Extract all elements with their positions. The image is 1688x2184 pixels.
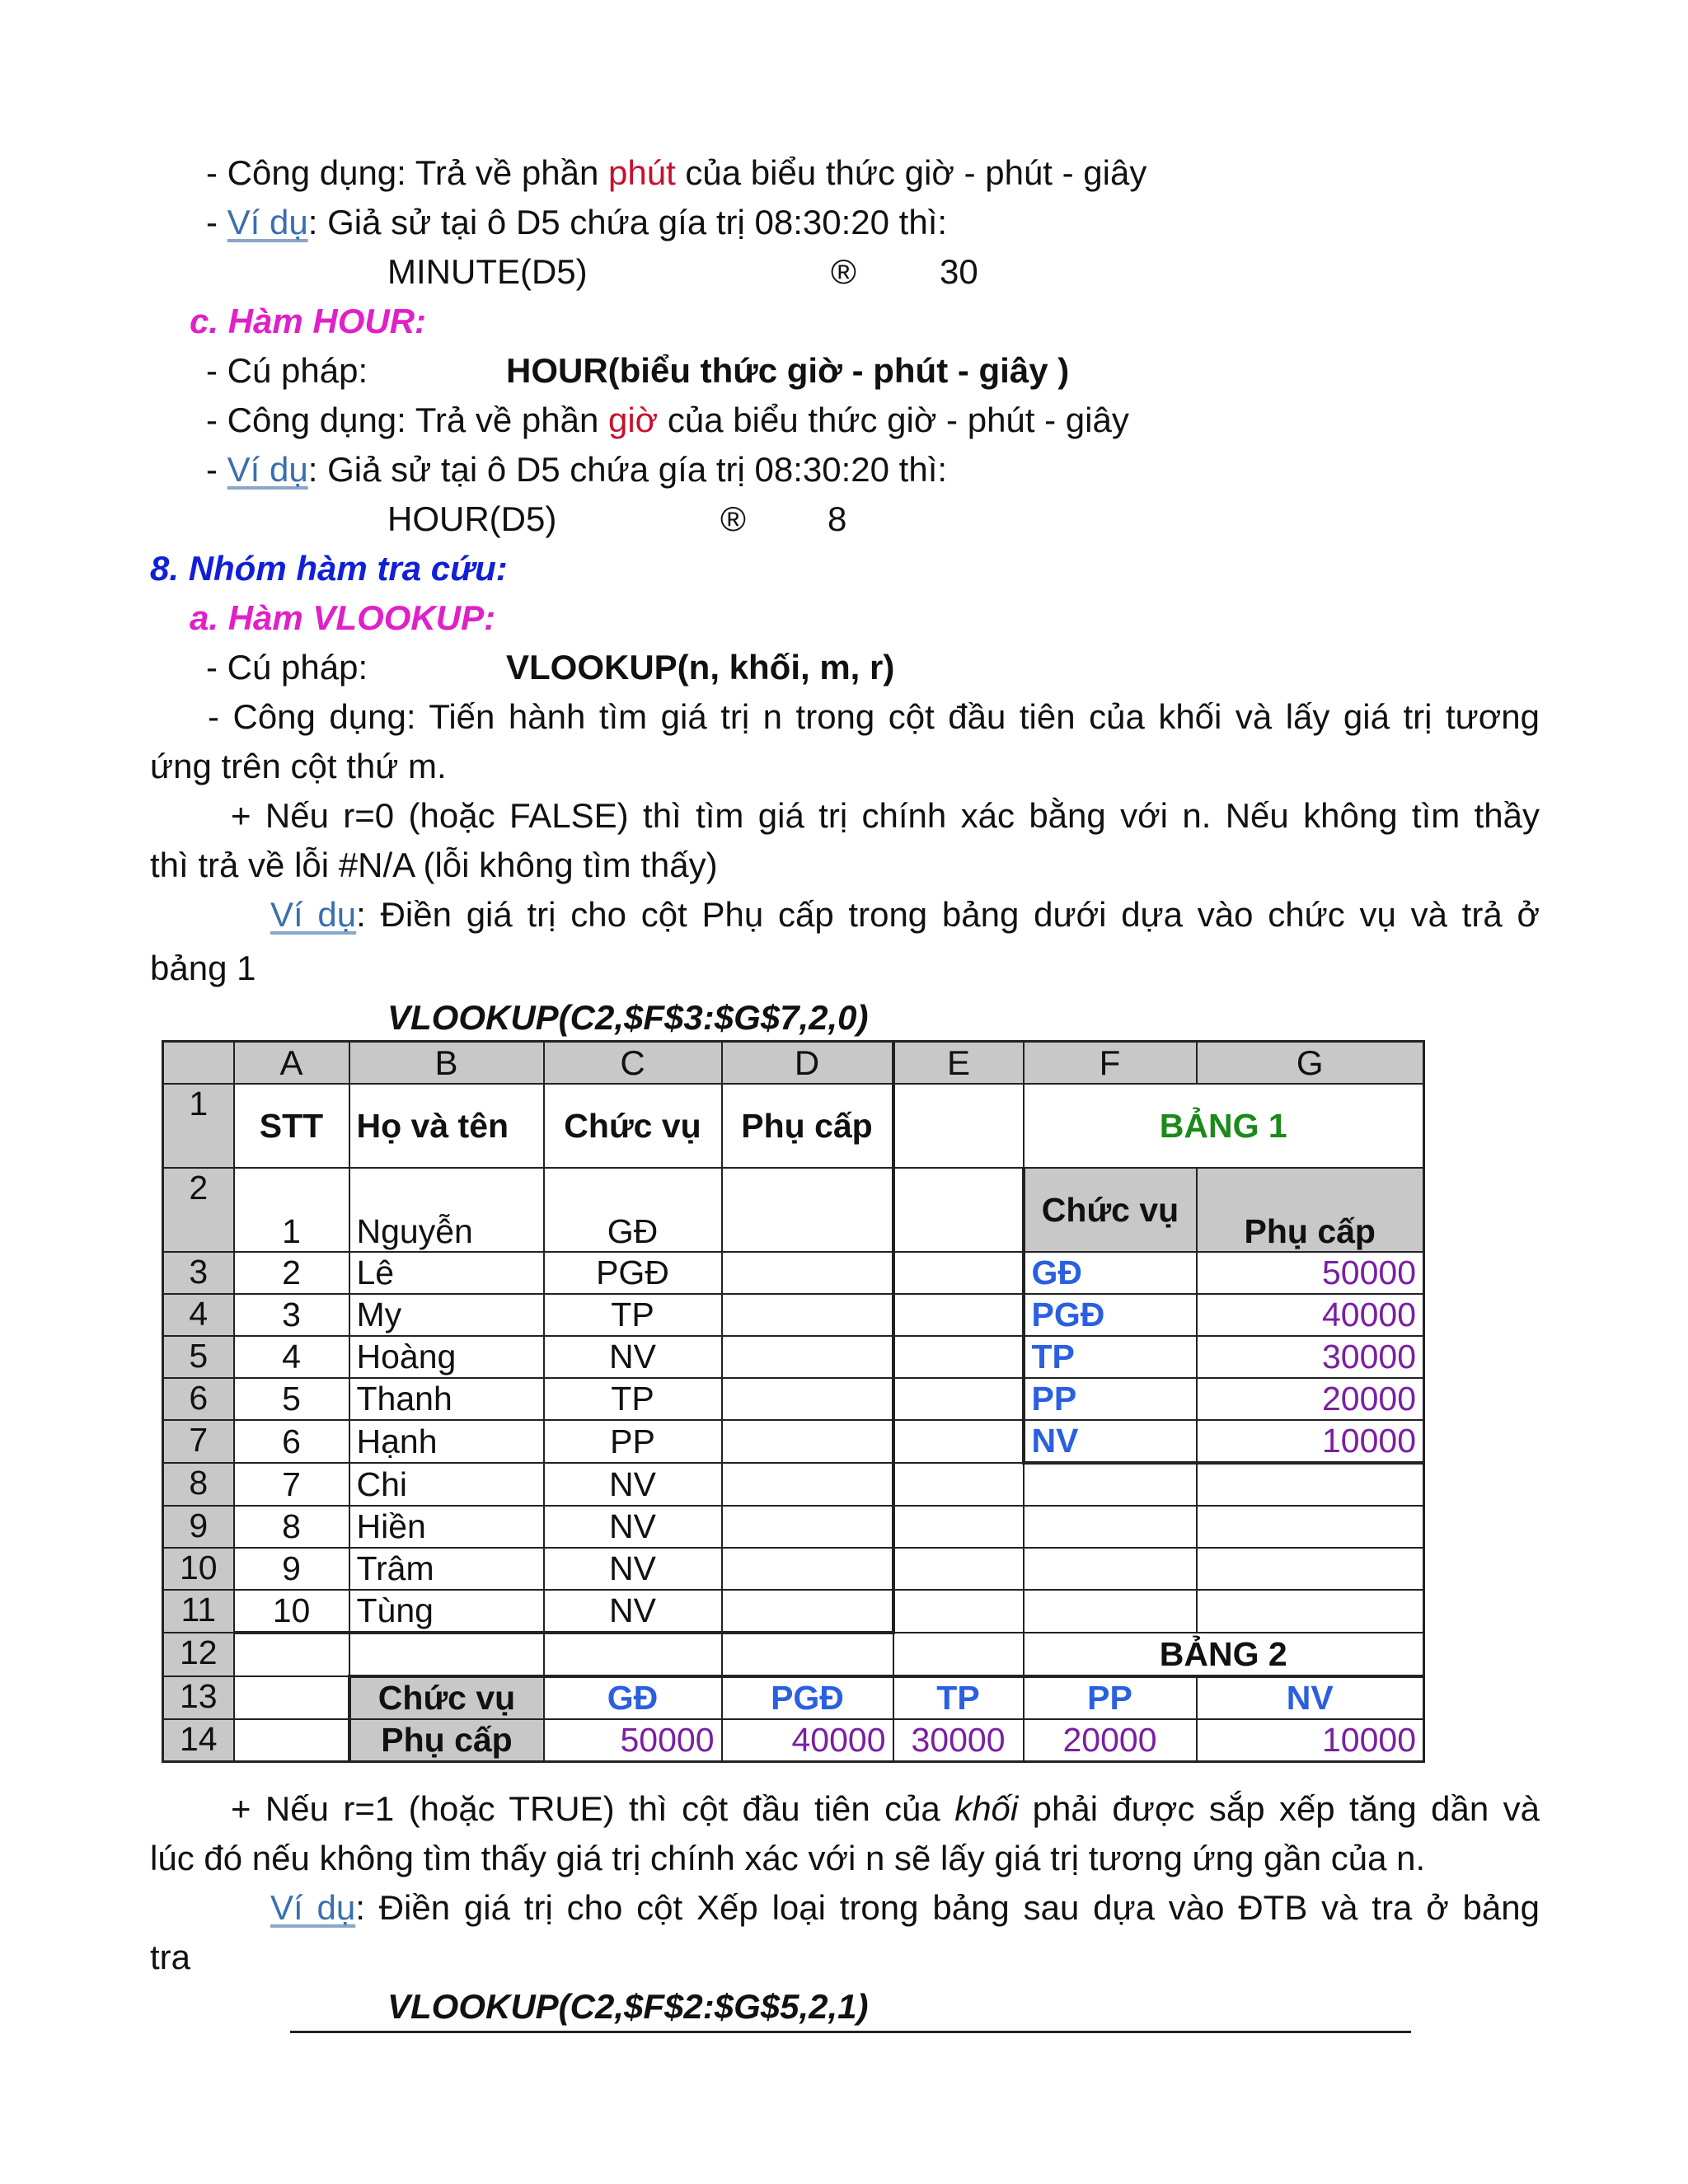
cell-allowance-header[interactable]: Phụ cấp (722, 1084, 893, 1168)
table1-allowance[interactable]: 20000 (1197, 1378, 1424, 1420)
cell-f[interactable] (1024, 1506, 1197, 1548)
sheet-row-11 (163, 1590, 1424, 1633)
cell-e[interactable] (893, 1294, 1024, 1336)
row-number[interactable]: 12 (163, 1633, 234, 1676)
r1-text-b: phải được sắp xếp tăng dần và (1018, 1789, 1540, 1828)
vlookup-usage-line2: ứng trên cột thứ m. (150, 747, 447, 785)
table1-position[interactable]: TP (1024, 1336, 1197, 1378)
cell-g[interactable] (1197, 1590, 1424, 1633)
example2-line2: tra (150, 1938, 191, 1976)
hour-syntax-label: - Cú pháp: (206, 351, 368, 390)
hour-arrow: ® (720, 499, 746, 538)
hour-example-text: : Giả sử tại ô D5 chứa gía trị 08:30:20 thì: (307, 450, 948, 489)
sheet-row-6 (163, 1378, 1424, 1420)
minute-usage-suffix: của biểu thức giờ - phút - giây (675, 153, 1147, 192)
cell-e[interactable] (893, 1168, 1024, 1252)
cell-position[interactable]: NV (544, 1336, 722, 1378)
cell-name[interactable]: Trâm (349, 1548, 544, 1590)
row-number[interactable]: 9 (163, 1506, 234, 1548)
row-number[interactable]: 11 (163, 1590, 234, 1633)
cell-allowance[interactable] (722, 1336, 893, 1378)
cell-allowance[interactable] (722, 1378, 893, 1420)
table1-position[interactable]: PGĐ (1024, 1294, 1197, 1336)
cell-c12[interactable] (544, 1633, 722, 1676)
col-header-c[interactable]: C (544, 1042, 722, 1085)
minute-example-prefix: - (206, 203, 227, 241)
table2-position[interactable]: TP (893, 1676, 1024, 1719)
cell-f[interactable] (1024, 1590, 1197, 1633)
cell-name[interactable]: Thanh (349, 1378, 544, 1420)
minute-usage (206, 148, 1146, 198)
hour-syntax: HOUR(biểu thức giờ - phút - giây ) (506, 351, 1070, 390)
table1-header-position[interactable]: Chức vụ (1024, 1168, 1197, 1252)
cell-name-header[interactable]: Họ và tên (349, 1084, 544, 1168)
sheet-row-1 (163, 1084, 1424, 1168)
r0-line1: + Nếu r=0 (hoặc FALSE) thì tìm giá trị chính xác bằng với n. Nếu không tìm thầy (231, 796, 1540, 835)
cell-position[interactable]: PGĐ (544, 1252, 722, 1294)
cell-e[interactable] (893, 1378, 1024, 1420)
row-number[interactable]: 1 (163, 1084, 234, 1168)
example1-text: : Điền giá trị cho cột Phụ cấp trong bảng dưới dựa vào chức vụ và trả ở (356, 895, 1540, 934)
cell-e[interactable] (893, 1336, 1024, 1378)
cell-e[interactable] (893, 1463, 1024, 1506)
row-number[interactable]: 13 (163, 1676, 234, 1719)
table2-title[interactable]: BẢNG 2 (1024, 1633, 1424, 1676)
cell-stt[interactable]: 1 (234, 1168, 349, 1252)
example1-link[interactable]: Ví dụ (270, 895, 357, 934)
cell-allowance[interactable] (722, 1420, 893, 1463)
hour-usage (206, 396, 1129, 445)
cell-name[interactable]: Nguyễn (349, 1168, 544, 1252)
r1-text-a: + Nếu r=1 (hoặc TRUE) thì cột đầu tiên của (231, 1789, 955, 1828)
table1-allowance[interactable]: 50000 (1197, 1252, 1424, 1294)
table-top-border (290, 2031, 1411, 2033)
table2-position[interactable]: PGĐ (722, 1676, 893, 1719)
cell-e[interactable] (893, 1548, 1024, 1590)
cell-a13[interactable] (234, 1676, 349, 1719)
table2-position[interactable]: NV (1197, 1676, 1424, 1719)
cell-e[interactable] (893, 1506, 1024, 1548)
cell-e1[interactable] (893, 1084, 1024, 1168)
table1-title[interactable]: BẢNG 1 (1024, 1084, 1424, 1168)
col-header-a[interactable]: A (234, 1042, 349, 1085)
r1-line2: lúc đó nếu không tìm thấy giá trị chính xác với n sẽ lấy giá trị tương ứng gần của n. (150, 1839, 1426, 1877)
example1-line2: bảng 1 (150, 949, 256, 987)
hour-formula: HOUR(D5) (387, 499, 557, 538)
formula2: VLOOKUP(C2,$F$2:$G$5,2,1) (387, 1987, 869, 2026)
vlookup-usage-line1: - Công dụng: Tiến hành tìm giá trị n trong cột đầu tiên của khối và lấy giá trị tương (208, 697, 1540, 736)
cell-allowance[interactable] (722, 1168, 893, 1252)
column-header-row (163, 1042, 1424, 1085)
table1-allowance[interactable]: 40000 (1197, 1294, 1424, 1336)
cell-stt[interactable]: 5 (234, 1378, 349, 1420)
hour-heading: c. Hàm HOUR: (190, 302, 427, 340)
cell-f[interactable] (1024, 1548, 1197, 1590)
table2-label-allowance[interactable]: Phụ cấp (349, 1719, 544, 1762)
vlookup-heading: a. Hàm VLOOKUP: (190, 598, 496, 637)
cell-name[interactable]: Tùng (349, 1590, 544, 1633)
row-number[interactable]: 6 (163, 1378, 234, 1420)
cell-position-header[interactable]: Chức vụ (544, 1084, 722, 1168)
vlookup-syntax: VLOOKUP(n, khối, m, r) (506, 648, 895, 687)
cell-name[interactable]: Chi (349, 1463, 544, 1506)
cell-allowance[interactable] (722, 1463, 893, 1506)
cell-e[interactable] (893, 1252, 1024, 1294)
cell-e12[interactable] (893, 1633, 1024, 1676)
cell-position[interactable]: TP (544, 1294, 722, 1336)
formula1: VLOOKUP(C2,$F$3:$G$7,2,0) (387, 998, 869, 1037)
cell-stt[interactable]: 10 (234, 1590, 349, 1633)
col-header-d[interactable]: D (722, 1042, 893, 1085)
minute-result: 30 (940, 252, 978, 291)
cell-b12[interactable] (349, 1633, 544, 1676)
sheet-row-14 (163, 1719, 1424, 1762)
minute-formula: MINUTE(D5) (387, 252, 588, 291)
sheet-row-5 (163, 1336, 1424, 1378)
cell-stt[interactable]: 7 (234, 1463, 349, 1506)
col-header-e[interactable]: E (893, 1042, 1024, 1085)
col-header-b[interactable]: B (349, 1042, 544, 1085)
cell-stt[interactable]: 4 (234, 1336, 349, 1378)
hour-example-prefix: - (206, 450, 227, 489)
cell-e[interactable] (893, 1590, 1024, 1633)
lookup-section-heading: 8. Nhóm hàm tra cứu: (150, 549, 508, 588)
table1-position[interactable]: NV (1024, 1420, 1197, 1463)
r1-text-italic: khối (954, 1789, 1019, 1828)
row-number[interactable]: 10 (163, 1548, 234, 1590)
sheet-row-12 (163, 1633, 1424, 1676)
hour-result: 8 (828, 499, 847, 538)
row-number[interactable]: 5 (163, 1336, 234, 1378)
row-number[interactable]: 2 (163, 1168, 234, 1252)
table2-allowance[interactable]: 30000 (893, 1719, 1024, 1762)
cell-stt[interactable]: 8 (234, 1506, 349, 1548)
sheet-row-10 (163, 1548, 1424, 1590)
table2-allowance[interactable]: 20000 (1024, 1719, 1197, 1762)
table2-allowance[interactable]: 50000 (544, 1719, 722, 1762)
cell-stt[interactable]: 6 (234, 1420, 349, 1463)
row-number[interactable]: 3 (163, 1252, 234, 1294)
cell-g[interactable] (1197, 1548, 1424, 1590)
table1-position[interactable]: PP (1024, 1378, 1197, 1420)
cell-position[interactable]: PP (544, 1420, 722, 1463)
cell-position[interactable]: NV (544, 1548, 722, 1590)
r0-line2: thì trả về lỗi #N/A (lỗi không tìm thấy) (150, 846, 718, 884)
sheet-row-2 (163, 1168, 1424, 1252)
example1-line1 (270, 890, 1540, 940)
cell-position[interactable]: NV (544, 1463, 722, 1506)
spreadsheet (162, 1040, 1425, 1763)
cell-stt[interactable]: 9 (234, 1548, 349, 1590)
cell-stt[interactable]: 3 (234, 1294, 349, 1336)
sheet-row-8 (163, 1463, 1424, 1506)
table2-allowance[interactable]: 10000 (1197, 1719, 1424, 1762)
hour-usage-suffix: của biểu thức giờ - phút - giây (658, 401, 1129, 439)
table1-allowance[interactable]: 10000 (1197, 1420, 1424, 1463)
sheet-row-9 (163, 1506, 1424, 1548)
cell-name[interactable]: My (349, 1294, 544, 1336)
cell-position[interactable]: NV (544, 1590, 722, 1633)
sheet-row-4 (163, 1294, 1424, 1336)
minute-example-text: : Giả sử tại ô D5 chứa gía trị 08:30:20 thì: (307, 203, 948, 241)
row-number[interactable]: 7 (163, 1420, 234, 1463)
minute-usage-highlight: phút (607, 153, 676, 192)
cell-stt-header[interactable]: STT (234, 1084, 349, 1168)
r1-line1 (231, 1784, 1540, 1834)
minute-arrow: ® (831, 252, 856, 291)
sheet-row-7 (163, 1420, 1424, 1463)
row-number[interactable]: 14 (163, 1719, 234, 1762)
cell-e[interactable] (893, 1420, 1024, 1463)
example2-line1 (270, 1883, 1540, 1933)
row-number[interactable]: 8 (163, 1463, 234, 1506)
cell-stt[interactable]: 2 (234, 1252, 349, 1294)
cell-a12[interactable] (234, 1633, 349, 1676)
table2-allowance[interactable]: 40000 (722, 1719, 893, 1762)
example2-link[interactable]: Ví dụ (270, 1888, 356, 1927)
hour-usage-prefix: - Công dụng: Trả về phần (206, 401, 608, 439)
example2-text: : Điền giá trị cho cột Xếp loại trong bảng sau dựa vào ĐTB và tra ở bảng (355, 1888, 1540, 1927)
cell-name[interactable]: Hoàng (349, 1336, 544, 1378)
table2-position[interactable]: PP (1024, 1676, 1197, 1719)
cell-f[interactable] (1024, 1463, 1197, 1506)
table2-position[interactable]: GĐ (544, 1676, 722, 1719)
row-number[interactable]: 4 (163, 1294, 234, 1336)
minute-example (206, 198, 947, 247)
cell-allowance[interactable] (722, 1294, 893, 1336)
minute-example-link[interactable]: Ví dụ (227, 203, 308, 241)
corner-cell[interactable] (163, 1042, 234, 1085)
table1-allowance[interactable]: 30000 (1197, 1336, 1424, 1378)
cell-position[interactable]: TP (544, 1378, 722, 1420)
sheet-row-13 (163, 1676, 1424, 1719)
vlookup-syntax-label: - Cú pháp: (206, 648, 368, 687)
cell-allowance[interactable] (722, 1506, 893, 1548)
sheet-row-3 (163, 1252, 1424, 1294)
cell-name[interactable]: Lê (349, 1252, 544, 1294)
col-header-g[interactable]: G (1197, 1042, 1424, 1085)
cell-name[interactable]: Hạnh (349, 1420, 544, 1463)
cell-g[interactable] (1197, 1463, 1424, 1506)
cell-position[interactable]: NV (544, 1506, 722, 1548)
cell-g[interactable] (1197, 1506, 1424, 1548)
hour-usage-highlight: giờ (607, 401, 659, 439)
cell-a14[interactable] (234, 1719, 349, 1762)
minute-usage-prefix: - Công dụng: Trả về phần (206, 153, 608, 192)
col-header-f[interactable]: F (1024, 1042, 1197, 1085)
cell-allowance[interactable] (722, 1252, 893, 1294)
cell-position[interactable]: GĐ (544, 1168, 722, 1252)
table1-header-allowance[interactable]: Phụ cấp (1197, 1168, 1424, 1252)
hour-example-link[interactable]: Ví dụ (227, 450, 308, 489)
cell-allowance[interactable] (722, 1548, 893, 1590)
cell-name[interactable]: Hiền (349, 1506, 544, 1548)
cell-d12[interactable] (722, 1633, 893, 1676)
table2-label-position[interactable]: Chức vụ (349, 1676, 544, 1719)
table1-position[interactable]: GĐ (1024, 1252, 1197, 1294)
hour-example (206, 445, 947, 494)
cell-allowance[interactable] (722, 1590, 893, 1633)
